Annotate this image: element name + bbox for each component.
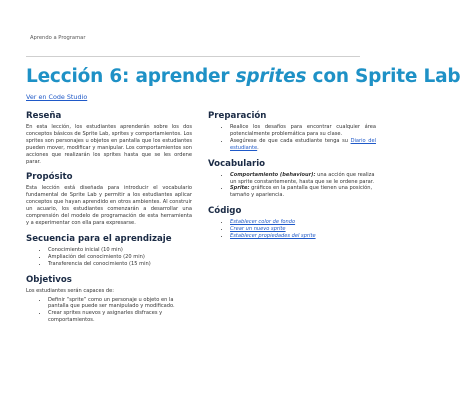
proposito-heading: Propósito — [26, 172, 73, 183]
vocabulario-list — [208, 172, 376, 200]
codigo-list — [208, 219, 376, 240]
list-item: • Transferencia del conocimiento (15 min) — [48, 261, 192, 268]
secuencia-list — [26, 247, 192, 268]
list-item: • Definir “sprite” como un personaje u objeto en la pantalla que puede ser manipulado y modificado. — [48, 297, 192, 311]
codigo-heading: Código — [208, 206, 242, 217]
objetivos-intro: Los estudiantes serán capaces de: — [26, 287, 114, 294]
section-objetivos — [26, 275, 192, 325]
list-item — [230, 219, 376, 226]
title-prefix: Lección 6: aprender — [26, 66, 236, 87]
preparacion-heading: Preparación — [208, 111, 267, 121]
vocab-definition: una acción que realiza un sprite constantemente, hasta que se le ordene parar. — [230, 171, 375, 185]
list-item — [230, 226, 376, 233]
secuencia-heading: Secuencia para el aprendizaje — [26, 233, 172, 244]
list-item: • Conocimiento inicial (10 min) — [48, 247, 192, 254]
preparacion-item2-end: . — [257, 144, 259, 151]
section-codigo — [208, 206, 376, 240]
preparacion-list — [208, 124, 376, 152]
header-divider — [26, 56, 360, 57]
title-suffix: con Sprite Lab — [306, 66, 460, 87]
section-preparacion — [208, 111, 376, 152]
list-item: • Realice los desafíos para encontrar cualquier área potencialmente problemática para su clase. — [230, 124, 376, 138]
vocabulario-heading: Vocabulario — [208, 158, 266, 169]
proposito-text: Esta lección está diseñada para introducir el vocabulario fundamental de Sprite Lab y permitir a los estudiantes aplicar conceptos que hayan aprendido en otros ambientes. Al construir un acuario, los estudiantes comenzarán a desarrollar una comprensión del modelo de programación de esta herramienta y a experimentar con ella para expresarse. — [26, 185, 192, 226]
code-link-sprite-properties[interactable]: Establecer propiedades del sprite — [230, 233, 316, 240]
list-item — [230, 138, 376, 152]
list-item — [230, 233, 376, 240]
vocab-definition: gráficos en la pantalla que tienen una posición, tamaño y apariencia. — [230, 185, 373, 199]
list-item — [230, 185, 376, 199]
list-item: • Crear sprites nuevos y asignarles disfraces y comportamientos. — [48, 310, 192, 324]
page-title — [26, 66, 460, 87]
student-journal-link[interactable]: Diario del estudiante — [230, 137, 376, 151]
objetivos-list — [26, 297, 192, 325]
code-link-set-background[interactable]: Establecer color de fondo — [230, 219, 296, 226]
section-proposito — [26, 172, 192, 226]
vocab-term: Sprite: — [230, 185, 250, 192]
section-resena — [26, 111, 192, 165]
title-italic-word: sprites — [235, 66, 307, 87]
section-vocabulario — [208, 159, 376, 200]
left-column — [26, 111, 192, 331]
preparacion-item2-text: Asegúrese de que cada estudiante tenga su — [230, 137, 351, 144]
resena-text: En esta lección, los estudiantes aprenderán sobre los dos conceptos básicos de Sprite Lab, sprites y comportamientos. Los sprites son personajes u objetos en pantalla que los estudiantes pueden mover, modificar y manipular. Los comportamientos son acciones que realizarán los sprites hasta que se les ordene parar. — [26, 124, 192, 165]
section-secuencia — [26, 234, 192, 268]
resena-heading: Reseña — [26, 111, 62, 121]
code-link-new-sprite[interactable]: Crear un nuevo sprite — [230, 226, 286, 233]
objetivos-heading: Objetivos — [26, 274, 72, 285]
view-in-code-studio-link[interactable]: Ver en Code Studio — [26, 93, 88, 101]
right-column — [208, 111, 376, 247]
list-item — [230, 172, 376, 186]
course-header: Aprendo a Programar — [30, 35, 86, 41]
list-item: • Ampliación del conocimiento (20 min) — [48, 254, 192, 261]
vocab-term: Comportamiento (behaviour): — [230, 171, 316, 178]
